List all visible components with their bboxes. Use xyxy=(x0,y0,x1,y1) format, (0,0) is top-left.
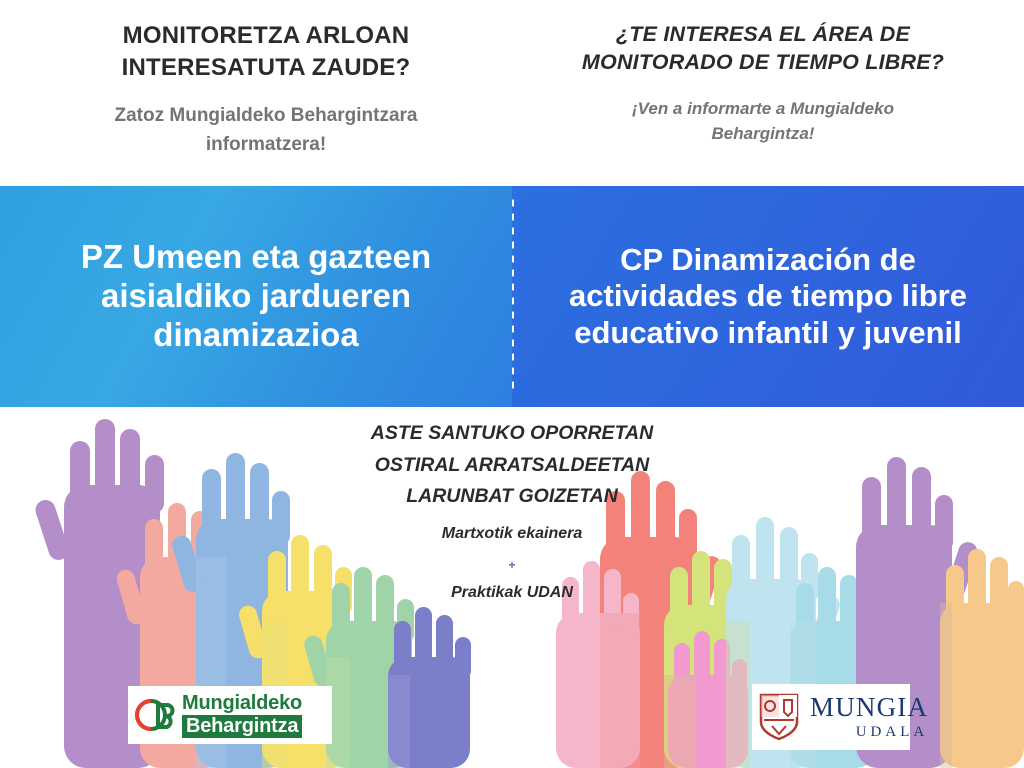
header-section xyxy=(0,0,1024,186)
subheadline-spanish-line1: ¡Ven a informarte a Mungialdeko xyxy=(632,98,894,118)
headline-spanish-line2: MONITORADO DE TIEMPO LIBRE? xyxy=(581,50,945,75)
logo-mungia-udala xyxy=(752,684,929,750)
schedule-plus-separator: + xyxy=(508,557,516,572)
cb-monogram-icon xyxy=(134,693,178,737)
hand-14 xyxy=(940,549,1024,768)
header-column-basque xyxy=(0,0,512,186)
band-left-basque xyxy=(0,186,512,407)
band-text-spanish: CP Dinamización de actividades de tiempo libre educativo infantil y juvenil xyxy=(569,241,967,350)
headline-basque-line2: INTERESATUTA ZAUDE? xyxy=(121,53,411,81)
headline-basque-line1: MONITORETZA ARLOAN xyxy=(122,22,410,49)
band-text-basque: PZ Umeen eta gazteen aisialdiko jardueren dinamizazioa xyxy=(80,238,432,353)
subheadline-basque-line1: Zatoz Mungialdeko Behargintzara xyxy=(114,105,418,127)
mungia-word-2: UDALA xyxy=(855,723,929,740)
header-column-spanish xyxy=(512,0,1024,186)
schedule-line-1: ASTE SANTUKO OPORRETAN xyxy=(370,422,654,444)
mungia-coat-of-arms-icon xyxy=(758,692,800,742)
behargintza-word-2: Behargintza xyxy=(182,715,302,738)
subheadline-spanish-line2: Behargintza! xyxy=(711,124,815,144)
mungia-word-1: MUNGIA xyxy=(810,691,929,722)
band-dotted-divider xyxy=(511,196,515,394)
behargintza-word-1: Mungialdeko xyxy=(182,691,303,714)
schedule-block xyxy=(312,418,712,602)
mungia-wordmark xyxy=(810,691,929,741)
logo-mungialdeko-behargintza xyxy=(128,686,332,744)
behargintza-wordmark xyxy=(182,693,302,738)
schedule-subline-practice: Praktikak UDAN xyxy=(451,583,573,601)
schedule-subline-months: Martxotik ekainera xyxy=(441,524,583,542)
schedule-line-3: LARUNBAT GOIZETAN xyxy=(406,485,618,508)
schedule-line-2: OSTIRAL ARRATSALDEETAN xyxy=(374,453,650,476)
headline-spanish-line1: ¿TE INTERESA EL ÁREA DE xyxy=(615,22,911,46)
band-right-spanish xyxy=(512,186,1024,407)
subheadline-basque-line2: informatzera! xyxy=(205,133,327,155)
